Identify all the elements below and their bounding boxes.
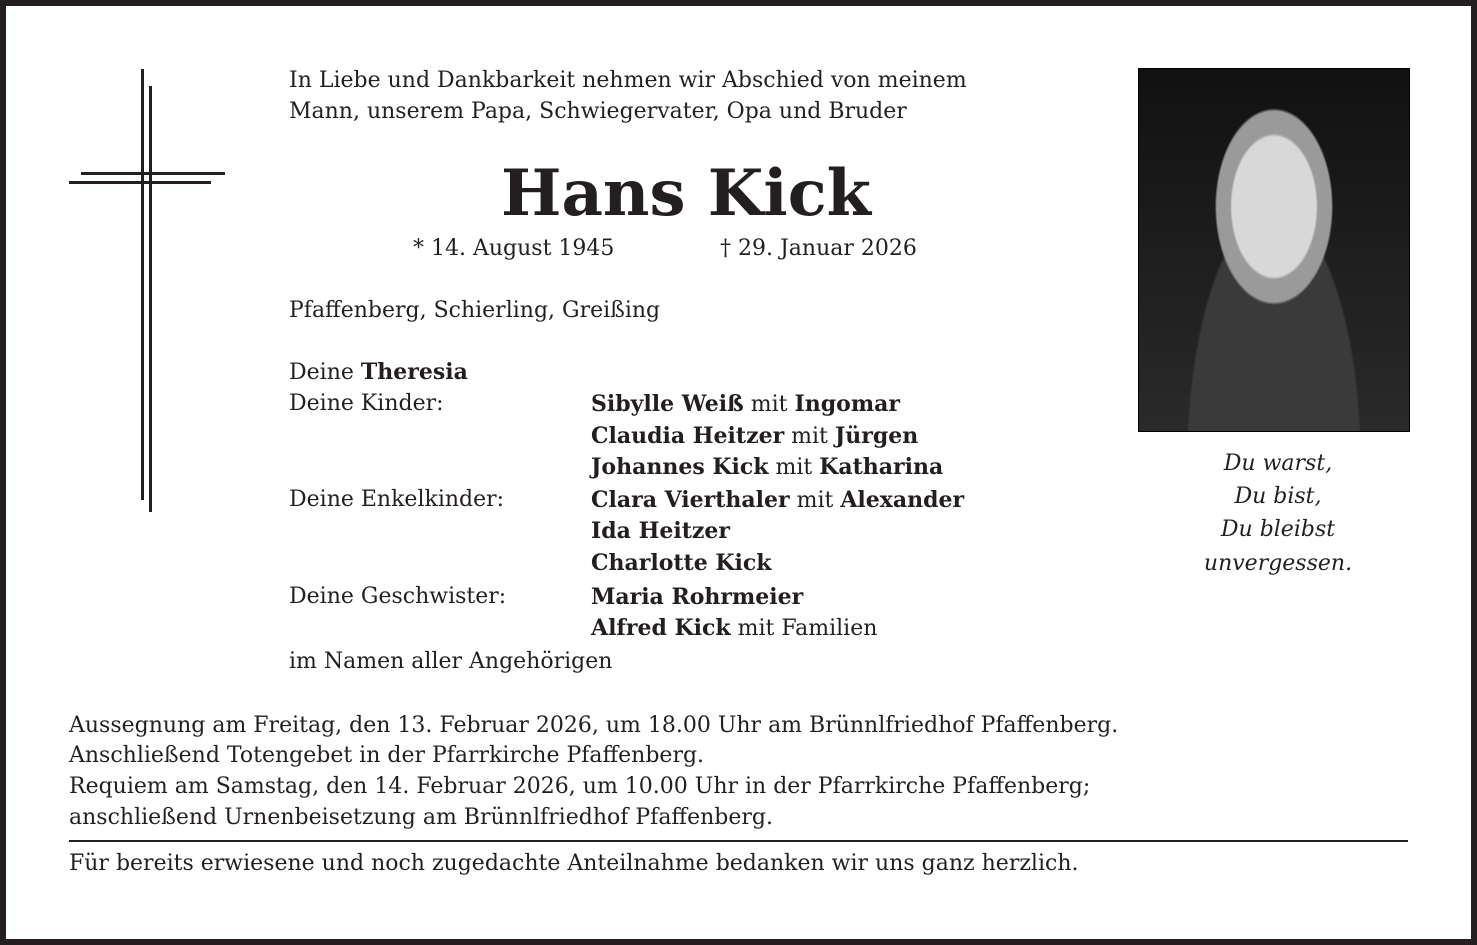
divider (69, 840, 1408, 842)
service-line: Anschließend Totengebet in der Pfarrkirche Pfaffenberg. (69, 743, 705, 768)
member-name: Ida Heitzer (591, 518, 730, 544)
member-connector: mit Familien (730, 616, 878, 641)
member-name: Sibylle Weiß (591, 391, 744, 417)
intro-line-2: Mann, unserem Papa, Schwiegervater, Opa und Bruder (289, 99, 907, 124)
member-name: Maria Rohrmeier (591, 584, 804, 610)
family-member (591, 582, 803, 613)
verse-line: Du warst, (1223, 451, 1333, 476)
member-connector: mit (768, 455, 820, 480)
thanks: Für bereits erwiesene und noch zugedachte Anteilnahme bedanken wir uns ganz herzlich. (69, 851, 1079, 876)
wife-line (289, 357, 468, 388)
member-name: Ingomar (794, 391, 900, 417)
deceased-name: Hans Kick (500, 156, 872, 231)
family-member (591, 389, 900, 420)
wife-name: Theresia (360, 359, 468, 385)
family-member (591, 548, 771, 579)
family-member (591, 485, 964, 516)
death-date: † 29. Januar 2026 (720, 236, 917, 261)
member-name: Alexander (840, 487, 965, 513)
places: Pfaffenberg, Schierling, Greißing (289, 298, 661, 323)
member-name: Claudia Heitzer (591, 423, 785, 449)
verse-line: unvergessen. (1203, 551, 1353, 576)
family-member (591, 421, 918, 452)
wife-prefix: Deine (289, 360, 361, 385)
intro-line-1: In Liebe und Dankbarkeit nehmen wir Abschied von meinem (289, 68, 967, 93)
member-name: Alfred Kick (591, 615, 731, 641)
member-connector: mit (789, 488, 841, 513)
service-line: Aussegnung am Freitag, den 13. Februar 2026, um 18.00 Uhr am Brünnlfriedhof Pfaffenberg. (69, 713, 1119, 738)
family-member (591, 452, 943, 483)
service-line: Requiem am Samstag, den 14. Februar 2026, um 10.00 Uhr in der Pfarrkirche Pfaffenberg; (69, 774, 1091, 799)
service-line: anschließend Urnenbeisetzung am Brünnlfriedhof Pfaffenberg. (69, 805, 773, 830)
birth-date: * 14. August 1945 (413, 236, 615, 261)
family-member (591, 516, 730, 547)
member-name: Clara Vierthaler (591, 487, 790, 513)
portrait-photo (1138, 68, 1410, 432)
member-connector: mit (743, 392, 795, 417)
group-label: Deine Geschwister: (289, 584, 507, 609)
member-name: Jürgen (834, 423, 919, 449)
verse-line: Du bleibst (1220, 517, 1336, 542)
member-name: Johannes Kick (591, 454, 769, 480)
group-label: Deine Enkelkinder: (289, 487, 505, 512)
verse-line: Du bist, (1234, 484, 1322, 509)
member-name: Katharina (819, 454, 944, 480)
closing: im Namen aller Angehörigen (289, 649, 613, 674)
family-member (591, 613, 877, 644)
member-connector: mit (784, 424, 835, 449)
group-label: Deine Kinder: (289, 391, 444, 416)
member-name: Charlotte Kick (591, 550, 772, 576)
